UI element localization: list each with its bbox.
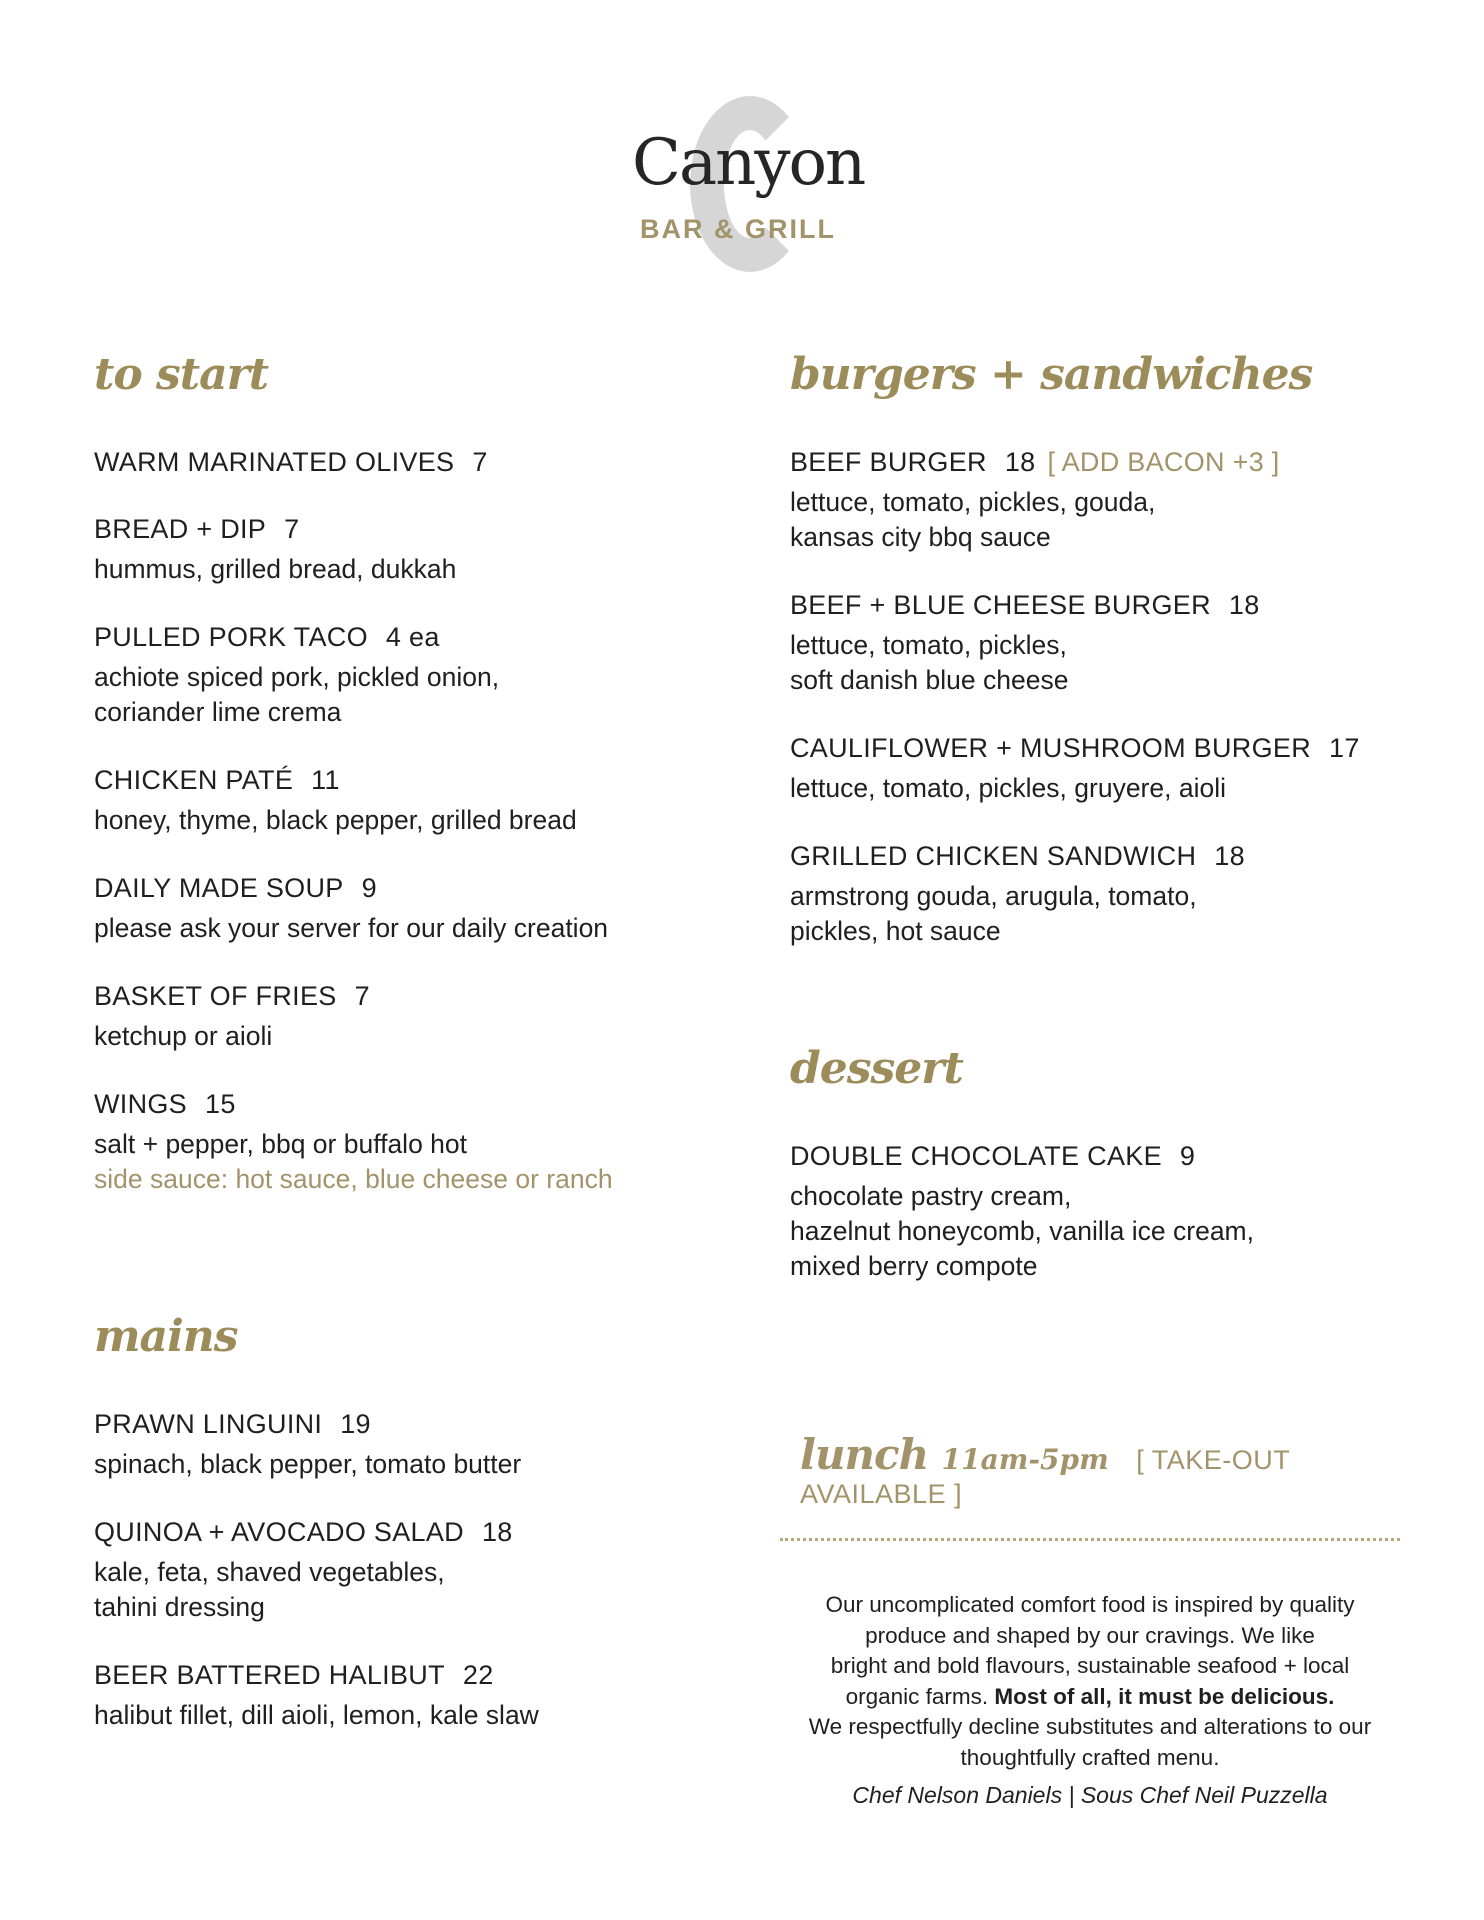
menu-item-name: QUINOA + AVOCADO SALAD [94,1517,464,1547]
menu-item-price: 4 ea [385,622,440,652]
menu-item-price: 11 [311,765,340,795]
to-start-items [94,445,694,1197]
menu-item [790,839,1390,949]
logo-wordmark: Canyon [632,126,865,200]
menu-item-heading [790,588,1390,622]
menu-item-name: DOUBLE CHOCOLATE CAKE [790,1141,1162,1171]
menu-item [94,512,694,587]
section-burgers [790,345,1390,949]
menu-item-heading [94,1087,694,1121]
menu-item-price: 7 [354,981,370,1011]
menu-item-name: BREAD + DIP [94,514,267,544]
menu-item-heading [94,763,694,797]
menu-item [790,1139,1390,1284]
menu-item-price: 18 [1214,841,1245,871]
menu-item-price: 18 [1004,447,1036,477]
dessert-items [790,1139,1390,1284]
section-to-start [94,345,694,1197]
menu-item [94,1407,694,1482]
menu-item-heading [94,1515,694,1549]
menu-item-description: kale, feta, shaved vegetables, tahini dressing [94,1557,445,1622]
menu-item-description: lettuce, tomato, pickles, gouda, kansas city bbq sauce [790,487,1156,552]
menu-item-price: 18 [481,1517,513,1547]
menu-item-heading [94,871,694,905]
menu-item-heading [790,1139,1390,1173]
menu-item [94,871,694,946]
burgers-items [790,445,1390,949]
about-text-part1: Our uncomplicated comfort food is inspired by quality produce and shaped by our cravings. We like bright and bold flavours, sustainable seafood + local organic farms. [825,1592,1355,1709]
menu-item-price: 19 [340,1409,371,1439]
right-column [790,345,1390,1317]
menu-item-name: BEER BATTERED HALIBUT [94,1660,445,1690]
menu-item-description: achiote spiced pork, pickled onion, coriander lime crema [94,662,500,727]
menu-item-price: 17 [1329,733,1360,763]
menu-item [790,731,1390,806]
menu-item [94,979,694,1054]
menu-item-name: DAILY MADE SOUP [94,873,344,903]
menu-item-description: armstrong gouda, arugula, tomato, pickles, hot sauce [790,881,1197,946]
menu-item-price: 22 [462,1660,494,1690]
menu-item-heading [94,1407,694,1441]
side-sauce-label: side sauce: [94,1164,229,1194]
menu-item-description: lettuce, tomato, pickles, soft danish blue cheese [790,630,1069,695]
side-sauce-note [94,1162,694,1197]
menu-item-heading [94,620,694,654]
menu-item-name: BEEF BURGER [790,447,987,477]
section-title-dessert: dessert [790,1043,963,1094]
restaurant-logo [620,96,880,276]
menu-item-heading [94,445,694,479]
menu-item-description: halibut fillet, dill aioli, lemon, kale slaw [94,1700,539,1730]
dotted-divider [780,1538,1400,1541]
lunch-hours: 11am-5pm [941,1443,1109,1476]
menu-item-name: WINGS [94,1089,187,1119]
chef-credits: Chef Nelson Daniels | Sous Chef Neil Puzzella [852,1782,1328,1808]
menu-item-price: 15 [205,1089,236,1119]
menu-item [94,445,694,479]
menu-item-name: PULLED PORK TACO [94,622,368,652]
menu-item-description: hummus, grilled bread, dukkah [94,554,457,584]
menu-item-name: BASKET OF FRIES [94,981,337,1011]
menu-item-heading [790,445,1390,479]
menu-item-heading [790,839,1390,873]
menu-item-name: WARM MARINATED OLIVES [94,447,455,477]
menu-item-addon: [ ADD BACON +3 ] [1047,447,1280,477]
menu-item [94,1515,694,1625]
menu-item-description: spinach, black pepper, tomato butter [94,1449,522,1479]
menu-item-description: please ask your server for our daily creation [94,913,609,943]
lunch-banner [800,1430,1400,1510]
takeout-note: [ TAKE-OUT AVAILABLE ] [800,1445,1290,1509]
logo-subtitle: BAR & GRILL [640,214,836,244]
section-title-burgers: burgers + sandwiches [790,349,1313,400]
menu-item-name: BEEF + BLUE CHEESE BURGER [790,590,1211,620]
menu-item-price: 9 [1179,1141,1196,1171]
about-text-part2: We respectfully decline substitutes and alterations to our thoughtfully crafted menu. [808,1714,1372,1770]
section-mains [94,1307,694,1733]
menu-item-heading [94,979,694,1013]
menu-item-name: PRAWN LINGUINI [94,1409,323,1439]
menu-item-heading [94,512,694,546]
side-sauce-options: hot sauce, blue cheese or ranch [235,1164,613,1194]
menu-item-description: chocolate pastry cream, hazelnut honeycomb, vanilla ice cream, mixed berry compote [790,1181,1254,1281]
menu-item-name: CAULIFLOWER + MUSHROOM BURGER [790,733,1312,763]
menu-item [94,1087,694,1197]
menu-item-price: 9 [361,873,377,903]
menu-item-name: CHICKEN PATÉ [94,765,294,795]
mains-items [94,1407,694,1733]
menu-item [790,588,1390,698]
menu-item [790,445,1390,555]
left-column [94,345,694,1766]
menu-item-description: ketchup or aioli [94,1021,273,1051]
menu-item [94,1658,694,1733]
menu-item-price: 7 [472,447,488,477]
about-text-bold: Most of all, it must be delicious. [994,1683,1335,1709]
menu-item-price: 18 [1228,590,1260,620]
menu-item [94,763,694,838]
menu-item [94,620,694,730]
menu-item-description: salt + pepper, bbq or buffalo hot [94,1129,468,1159]
section-title-to-start: to start [94,349,269,400]
menu-item-heading [94,1658,694,1692]
menu-item-price: 7 [284,514,300,544]
about-text [780,1590,1400,1773]
lunch-label: lunch [800,1430,929,1479]
menu-item-heading [790,731,1390,765]
menu-item-description: lettuce, tomato, pickles, gruyere, aioli [790,773,1226,803]
menu-item-name: GRILLED CHICKEN SANDWICH [790,841,1197,871]
section-title-mains: mains [94,1311,238,1362]
section-dessert [790,1039,1390,1284]
menu-item-description: honey, thyme, black pepper, grilled bread [94,805,577,835]
